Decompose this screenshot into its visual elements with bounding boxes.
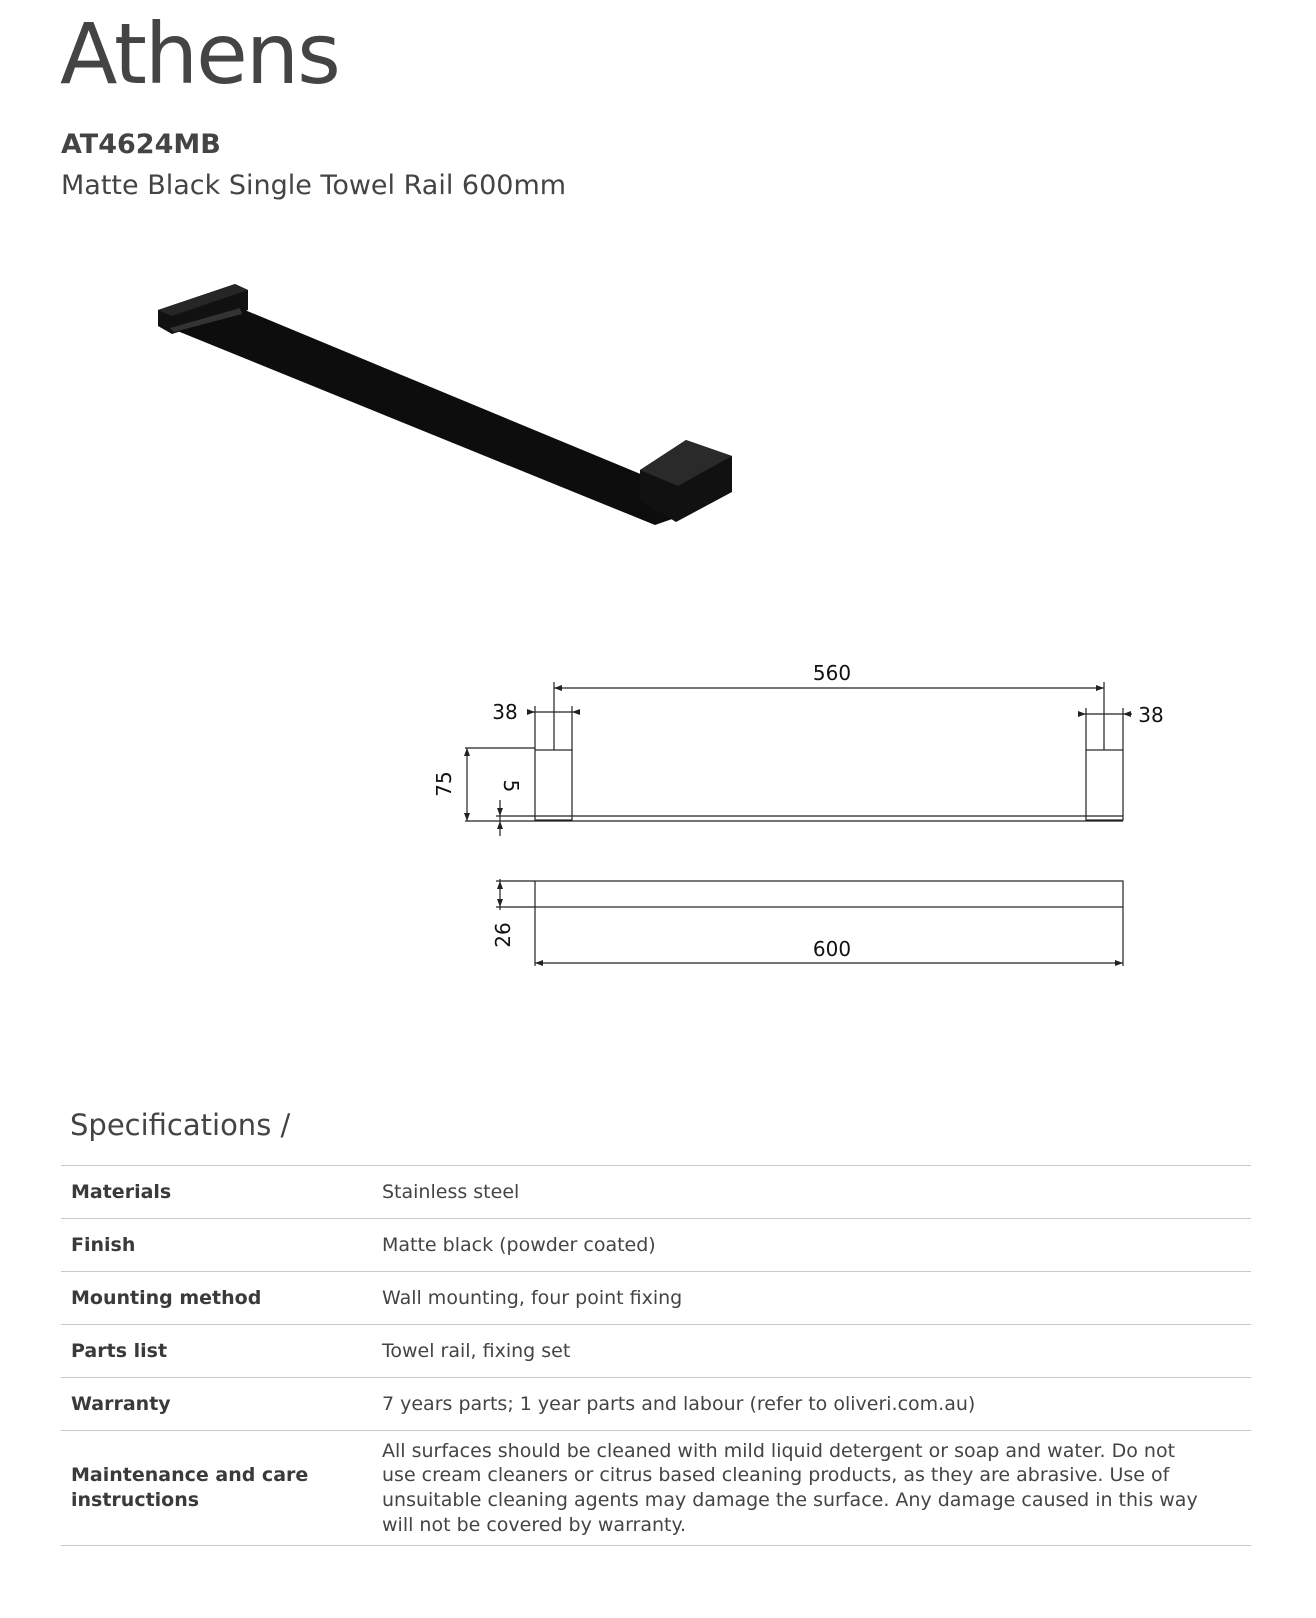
spec-label: Mounting method	[71, 1286, 262, 1309]
product-code: AT4624MB	[61, 129, 221, 160]
spec-row-materials	[61, 1166, 1251, 1219]
spec-value: Matte black (powder coated)	[382, 1233, 656, 1256]
dim-600: 600	[812, 937, 852, 961]
spec-value: Wall mounting, four point fixing	[382, 1286, 683, 1309]
dim-26: 26	[491, 922, 515, 948]
spec-label: Finish	[71, 1233, 136, 1256]
spec-label: Warranty	[71, 1392, 171, 1415]
front-view-right-post	[1086, 750, 1123, 820]
front-view-left-post	[535, 750, 572, 820]
specifications-table	[61, 1165, 1251, 1546]
spec-value: Stainless steel	[382, 1180, 520, 1203]
dimension-drawing	[420, 660, 1200, 1010]
dim-38-left: 38	[492, 700, 518, 724]
dim-75: 75	[432, 771, 456, 797]
spec-label: Maintenance and care instructions	[71, 1464, 309, 1511]
dim-38-right: 38	[1138, 703, 1164, 727]
dim-560: 560	[812, 661, 852, 685]
spec-label: Parts list	[71, 1339, 168, 1362]
spec-row-mounting	[61, 1272, 1251, 1325]
specifications-heading: Specifications /	[70, 1108, 291, 1142]
spec-value: 7 years parts; 1 year parts and labour (refer to oliveri.com.au)	[382, 1392, 976, 1415]
spec-row-finish	[61, 1219, 1251, 1272]
spec-row-maintenance	[61, 1431, 1251, 1546]
page-title: Athens	[60, 5, 339, 103]
spec-label: Materials	[71, 1180, 172, 1203]
product-name: Matte Black Single Towel Rail 600mm	[61, 170, 567, 201]
rail-bar	[170, 308, 675, 525]
spec-row-parts	[61, 1325, 1251, 1378]
spec-row-warranty	[61, 1378, 1251, 1431]
product-photo	[150, 270, 770, 550]
spec-value: Towel rail, fixing set	[382, 1339, 571, 1362]
spec-value: All surfaces should be cleaned with mild liquid detergent or soap and water. Do not use cream cleaners or citrus based cleaning products, as they are abrasive. Use of unsuitable cleaning agents may damage the surface. Any damage caused in this way will not be covered by warranty.	[382, 1439, 1198, 1536]
plan-view-rail	[535, 881, 1123, 907]
dim-5: 5	[499, 779, 523, 793]
